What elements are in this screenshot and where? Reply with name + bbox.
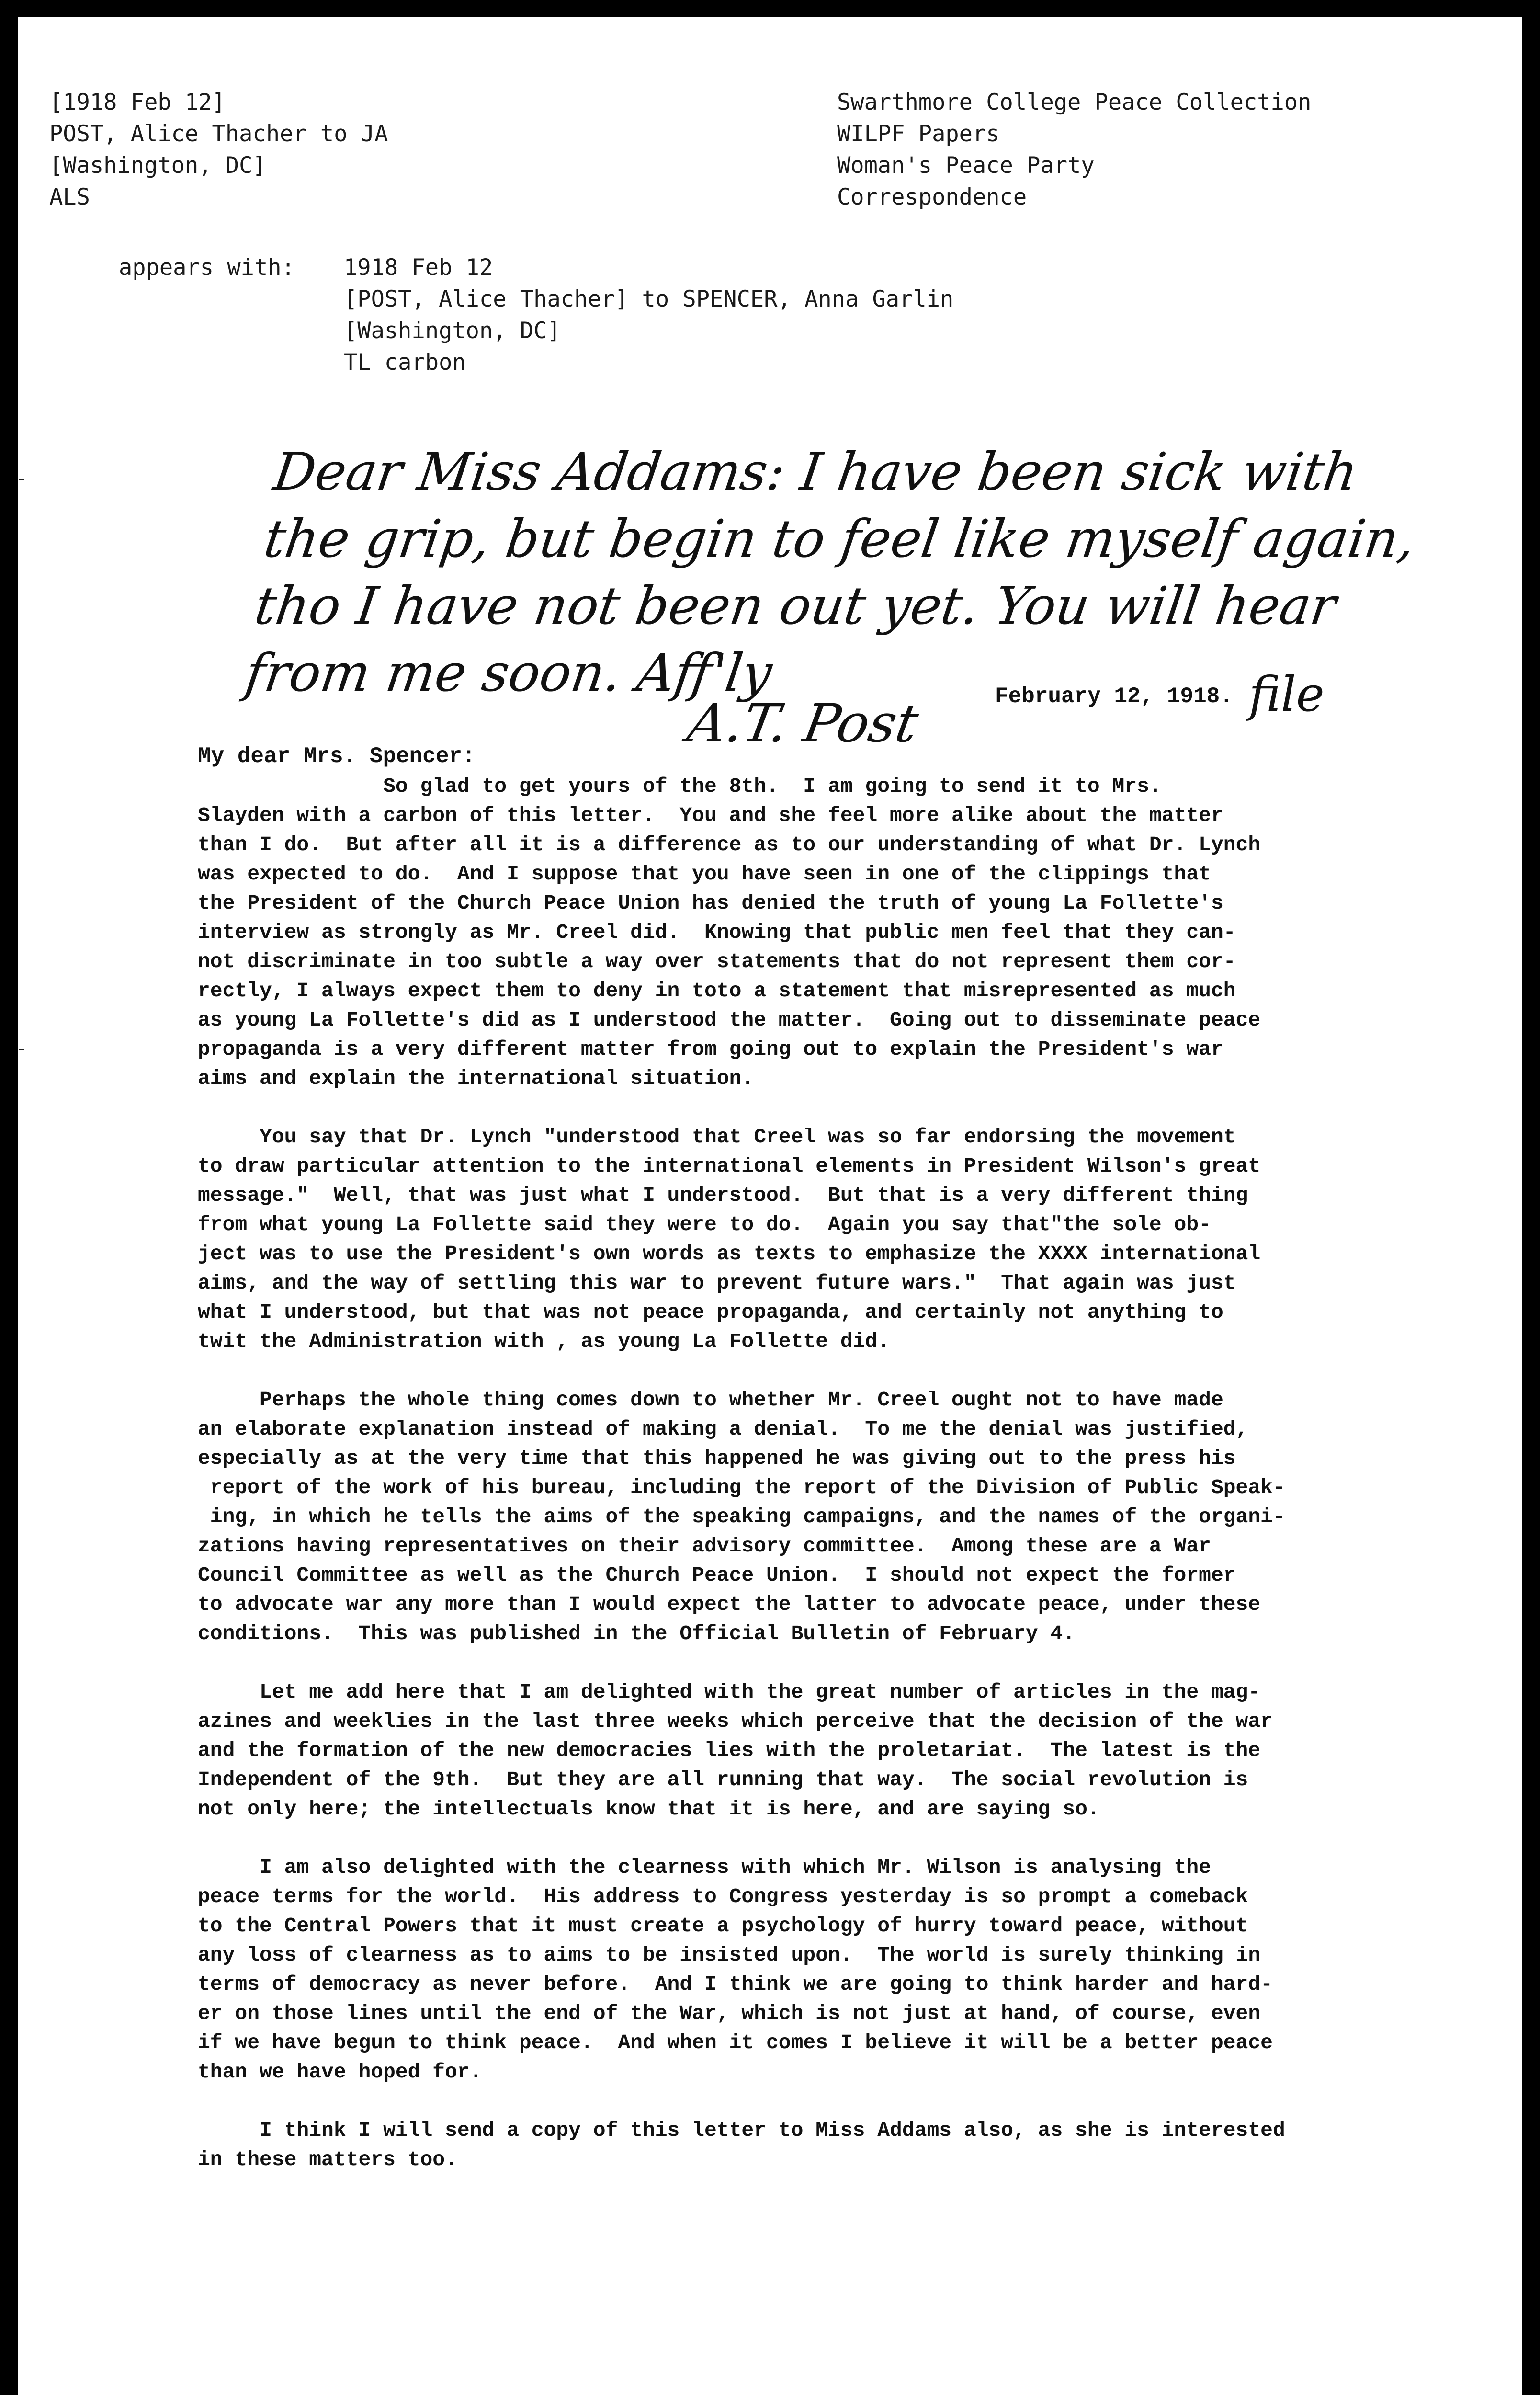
letter-body bbox=[198, 772, 1500, 2203]
letter-line: to advocate war any more than I would expect the latter to advocate peace, under these bbox=[198, 1593, 1261, 1616]
handwritten-signature: A.T. Post bbox=[683, 693, 923, 754]
letter-salutation: My dear Mrs. Spencer: bbox=[198, 744, 476, 769]
letter-line: Let me add here that I am delighted with the great number of articles in the mag- bbox=[198, 1680, 1261, 1704]
letter-line: terms of democracy as never before. And I think we are going to think harder and hard- bbox=[198, 1973, 1273, 1996]
letter-line: especially as at the very time that this happened he was giving out to the press his bbox=[198, 1447, 1236, 1470]
handwritten-line: Dear Miss Addams: I have been sick with bbox=[270, 442, 1361, 502]
catalog-right-line: Woman's Peace Party bbox=[837, 152, 1095, 179]
letter-line: message." Well, that was just what I understood. But that is a very different thing bbox=[198, 1184, 1248, 1207]
appears-with-line: TL carbon bbox=[344, 349, 466, 376]
letter-paragraph bbox=[198, 1853, 1500, 2087]
appears-with-label: appears with: bbox=[119, 254, 295, 281]
letter-line: interview as strongly as Mr. Creel did. Knowing that public men feel that they can- bbox=[198, 921, 1236, 944]
letter-line: Council Committee as well as the Church Peace Union. I should not expect the former bbox=[198, 1563, 1236, 1587]
catalog-left-line: ALS bbox=[49, 184, 90, 210]
letter-line: I think I will send a copy of this letter to Miss Addams also, as she is interested bbox=[198, 2119, 1285, 2142]
letter-line: You say that Dr. Lynch "understood that Creel was so far endorsing the movement bbox=[198, 1125, 1236, 1149]
letter-line: rectly, I always expect them to deny in toto a statement that misrepresented as much bbox=[198, 979, 1236, 1003]
letter-line: conditions. This was published in the Official Bulletin of February 4. bbox=[198, 1622, 1076, 1645]
letter-line: and the formation of the new democracies lies with the proletariat. The latest is the bbox=[198, 1739, 1261, 1762]
margin-mark: - bbox=[18, 1038, 25, 1060]
letter-line: ing, in which he tells the aims of the speaking campaigns, and the names of the organi- bbox=[198, 1505, 1285, 1528]
catalog-left-line: [1918 Feb 12] bbox=[49, 89, 226, 115]
catalog-right-line: WILPF Papers bbox=[837, 121, 1000, 147]
appears-with-line: [Washington, DC] bbox=[344, 318, 561, 344]
letter-line: er on those lines until the end of the War, which is not just at hand, of course, even bbox=[198, 2002, 1261, 2025]
catalog-left bbox=[49, 87, 388, 213]
letter-line: than I do. But after all it is a difference as to our understanding of what Dr. Lynch bbox=[198, 833, 1261, 856]
letter-line: report of the work of his bureau, including the report of the Division of Public Speak- bbox=[198, 1476, 1285, 1499]
letter-line: was expected to do. And I suppose that you have seen in one of the clippings that bbox=[198, 862, 1211, 886]
letter-paragraph bbox=[198, 1385, 1500, 1648]
letter-line: what I understood, but that was not peace propaganda, and certainly not anything to bbox=[198, 1300, 1223, 1324]
letter-line: aims, and the way of settling this war to prevent future wars." That again was just bbox=[198, 1271, 1236, 1295]
letter-line: from what young La Follette said they were to do. Again you say that"the sole ob- bbox=[198, 1213, 1211, 1236]
catalog-left-line: POST, Alice Thacher to JA bbox=[49, 121, 388, 147]
letter-line: not discriminate in too subtle a way over statements that do not represent them cor- bbox=[198, 950, 1236, 973]
letter-line: twit the Administration with , as young La Follette did. bbox=[198, 1330, 890, 1353]
catalog-right-line: Correspondence bbox=[837, 184, 1027, 210]
catalog-right-line: Swarthmore College Peace Collection bbox=[837, 89, 1312, 115]
letter-line: ject was to use the President's own words as texts to emphasize the XXXX international bbox=[198, 1242, 1261, 1266]
letter-line: than we have hoped for. bbox=[198, 2060, 482, 2084]
catalog-right bbox=[837, 87, 1311, 213]
catalog-left-line: [Washington, DC] bbox=[49, 152, 266, 179]
letter-line: in these matters too. bbox=[198, 2148, 457, 2171]
letter-line: as young La Follette's did as I understood the matter. Going out to disseminate peace bbox=[198, 1008, 1261, 1032]
letter-paragraph bbox=[198, 1677, 1500, 1824]
handwritten-line: tho I have not been out yet. You will hear bbox=[251, 576, 1340, 636]
margin-mark: - bbox=[18, 468, 25, 490]
appears-with-block bbox=[344, 252, 953, 378]
letter-paragraph bbox=[198, 772, 1500, 1093]
handwritten-file-mark: file bbox=[1249, 666, 1325, 722]
letter-line: an elaborate explanation instead of making a denial. To me the denial was justified, bbox=[198, 1417, 1248, 1441]
appears-with-line: [POST, Alice Thacher] to SPENCER, Anna Garlin bbox=[344, 286, 954, 312]
letter-line: Perhaps the whole thing comes down to whether Mr. Creel ought not to have made bbox=[198, 1388, 1223, 1412]
letter-line: zations having representatives on their advisory committee. Among these are a War bbox=[198, 1534, 1211, 1558]
letter-line: to draw particular attention to the international elements in President Wilson's great bbox=[198, 1154, 1261, 1178]
document-page bbox=[18, 17, 1522, 2395]
letter-line: So glad to get yours of the 8th. I am going to send it to Mrs. bbox=[198, 775, 1162, 798]
letter-line: propaganda is a very different matter from going out to explain the President's war bbox=[198, 1038, 1223, 1061]
letter-line: the President of the Church Peace Union has denied the truth of young La Follette's bbox=[198, 891, 1223, 915]
letter-paragraph bbox=[198, 2116, 1500, 2174]
handwritten-line: from me soon. Aff'ly bbox=[241, 643, 776, 703]
letter-line: Independent of the 9th. But they are all running that way. The social revolution is bbox=[198, 1768, 1248, 1791]
letter-line: peace terms for the world. His address to Congress yesterday is so prompt a comeback bbox=[198, 1885, 1248, 1908]
letter-line: aims and explain the international situation. bbox=[198, 1067, 754, 1090]
letter-line: to the Central Powers that it must create a psychology of hurry toward peace, without bbox=[198, 1914, 1248, 1938]
letter-line: any loss of clearness as to aims to be insisted upon. The world is surely thinking in bbox=[198, 1943, 1261, 1967]
letter-line: if we have begun to think peace. And when it comes I believe it will be a better peace bbox=[198, 2031, 1273, 2054]
appears-with-line: 1918 Feb 12 bbox=[344, 254, 493, 281]
letter-line: not only here; the intellectuals know that it is here, and are saying so. bbox=[198, 1797, 1100, 1821]
letter-line: I am also delighted with the clearness with which Mr. Wilson is analysing the bbox=[198, 1856, 1211, 1879]
handwritten-line: the grip, but begin to feel like myself again, bbox=[260, 509, 1419, 569]
letter-date: February 12, 1918. bbox=[995, 684, 1233, 709]
letter-line: azines and weeklies in the last three weeks which perceive that the decision of the war bbox=[198, 1710, 1273, 1733]
letter-line: Slayden with a carbon of this letter. You and she feel more alike about the matter bbox=[198, 804, 1223, 827]
letter-paragraph bbox=[198, 1122, 1500, 1356]
